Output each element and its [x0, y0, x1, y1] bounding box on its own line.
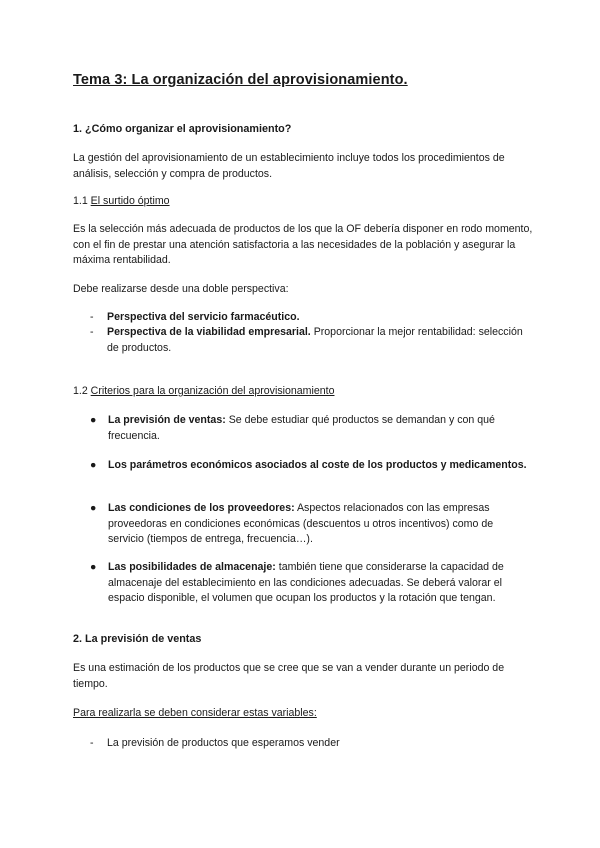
section-1-1-heading: [73, 194, 533, 210]
dash-marker: -: [90, 326, 94, 338]
bullet-marker: ●: [90, 561, 97, 573]
bullet-item-bold: Los parámetros económicos asociados al coste de los productos y medicamentos.: [108, 459, 527, 471]
list-item-bold: Perspectiva de la viabilidad empresarial.: [107, 326, 311, 338]
bullet-item-text: Se debe estudiar qué productos se demandan y con qué frecuencia.: [108, 414, 495, 442]
list-item-text: Proporcionar la mejor rentabilidad: selección de productos.: [107, 326, 523, 354]
section-1-1-number: 1.1: [73, 195, 91, 207]
section-1-2-heading: [73, 384, 533, 400]
section-1-1-paragraph: Es la selección más adecuada de productos de los que la OF debería disponer en rodo momento, con el fin de prestar una atención satisfactoria a las necesidades de la población y asegurar la máxima rentabilidad.: [73, 223, 533, 267]
section-1-1-lead: Debe realizarse desde una doble perspectiva:: [73, 283, 289, 295]
section-2-paragraph: Es una estimación de los productos que se cree que se van a vender durante un periodo de tiempo.: [73, 662, 505, 690]
bullet-item-bold: Las posibilidades de almacenaje:: [108, 561, 276, 573]
section-1-1-label: El surtido óptimo: [90, 195, 170, 207]
section-1-2-number: 1.2: [73, 385, 91, 397]
dash-marker: -: [90, 311, 94, 323]
bullet-marker: ●: [90, 414, 97, 426]
section-2-lead: Para realizarla se deben considerar estas variables:: [73, 707, 317, 719]
section-1-heading: 1. ¿Cómo organizar el aprovisionamiento?: [73, 123, 292, 135]
bullet-item-text: también tiene que considerarse la capacidad de almacenaje del establecimiento en las condiciones adecuadas. Se deberá valorar el espacio disponible, el volumen que ocupan los productos y la rotación que tengan.: [108, 561, 504, 605]
dash-marker: -: [90, 737, 94, 749]
list-item-text: La previsión de productos que esperamos vender: [107, 737, 340, 749]
bullet-marker: ●: [90, 459, 97, 471]
bullet-item-bold: Las condiciones de los proveedores:: [108, 502, 295, 514]
section-1-2-label: Criterios para la organización del aprovisionamiento: [90, 385, 335, 397]
bullet-marker: ●: [90, 502, 97, 514]
page-title: Tema 3: La organización del aprovisionamiento.: [73, 72, 408, 88]
bullet-item-bold: La previsión de ventas:: [108, 414, 226, 426]
section-2-heading: 2. La previsión de ventas: [73, 633, 202, 645]
list-item-bold: Perspectiva del servicio farmacéutico.: [107, 311, 300, 323]
section-1-intro: La gestión del aprovisionamiento de un establecimiento incluye todos los procedimientos de análisis, selección y compra de productos.: [73, 152, 505, 180]
bullet-item-text: Aspectos relacionados con las empresas proveedoras en condiciones económicas (descuentos u otros incentivos) como de servicio (tiempos de entrega, frecuencia…).: [108, 502, 494, 546]
